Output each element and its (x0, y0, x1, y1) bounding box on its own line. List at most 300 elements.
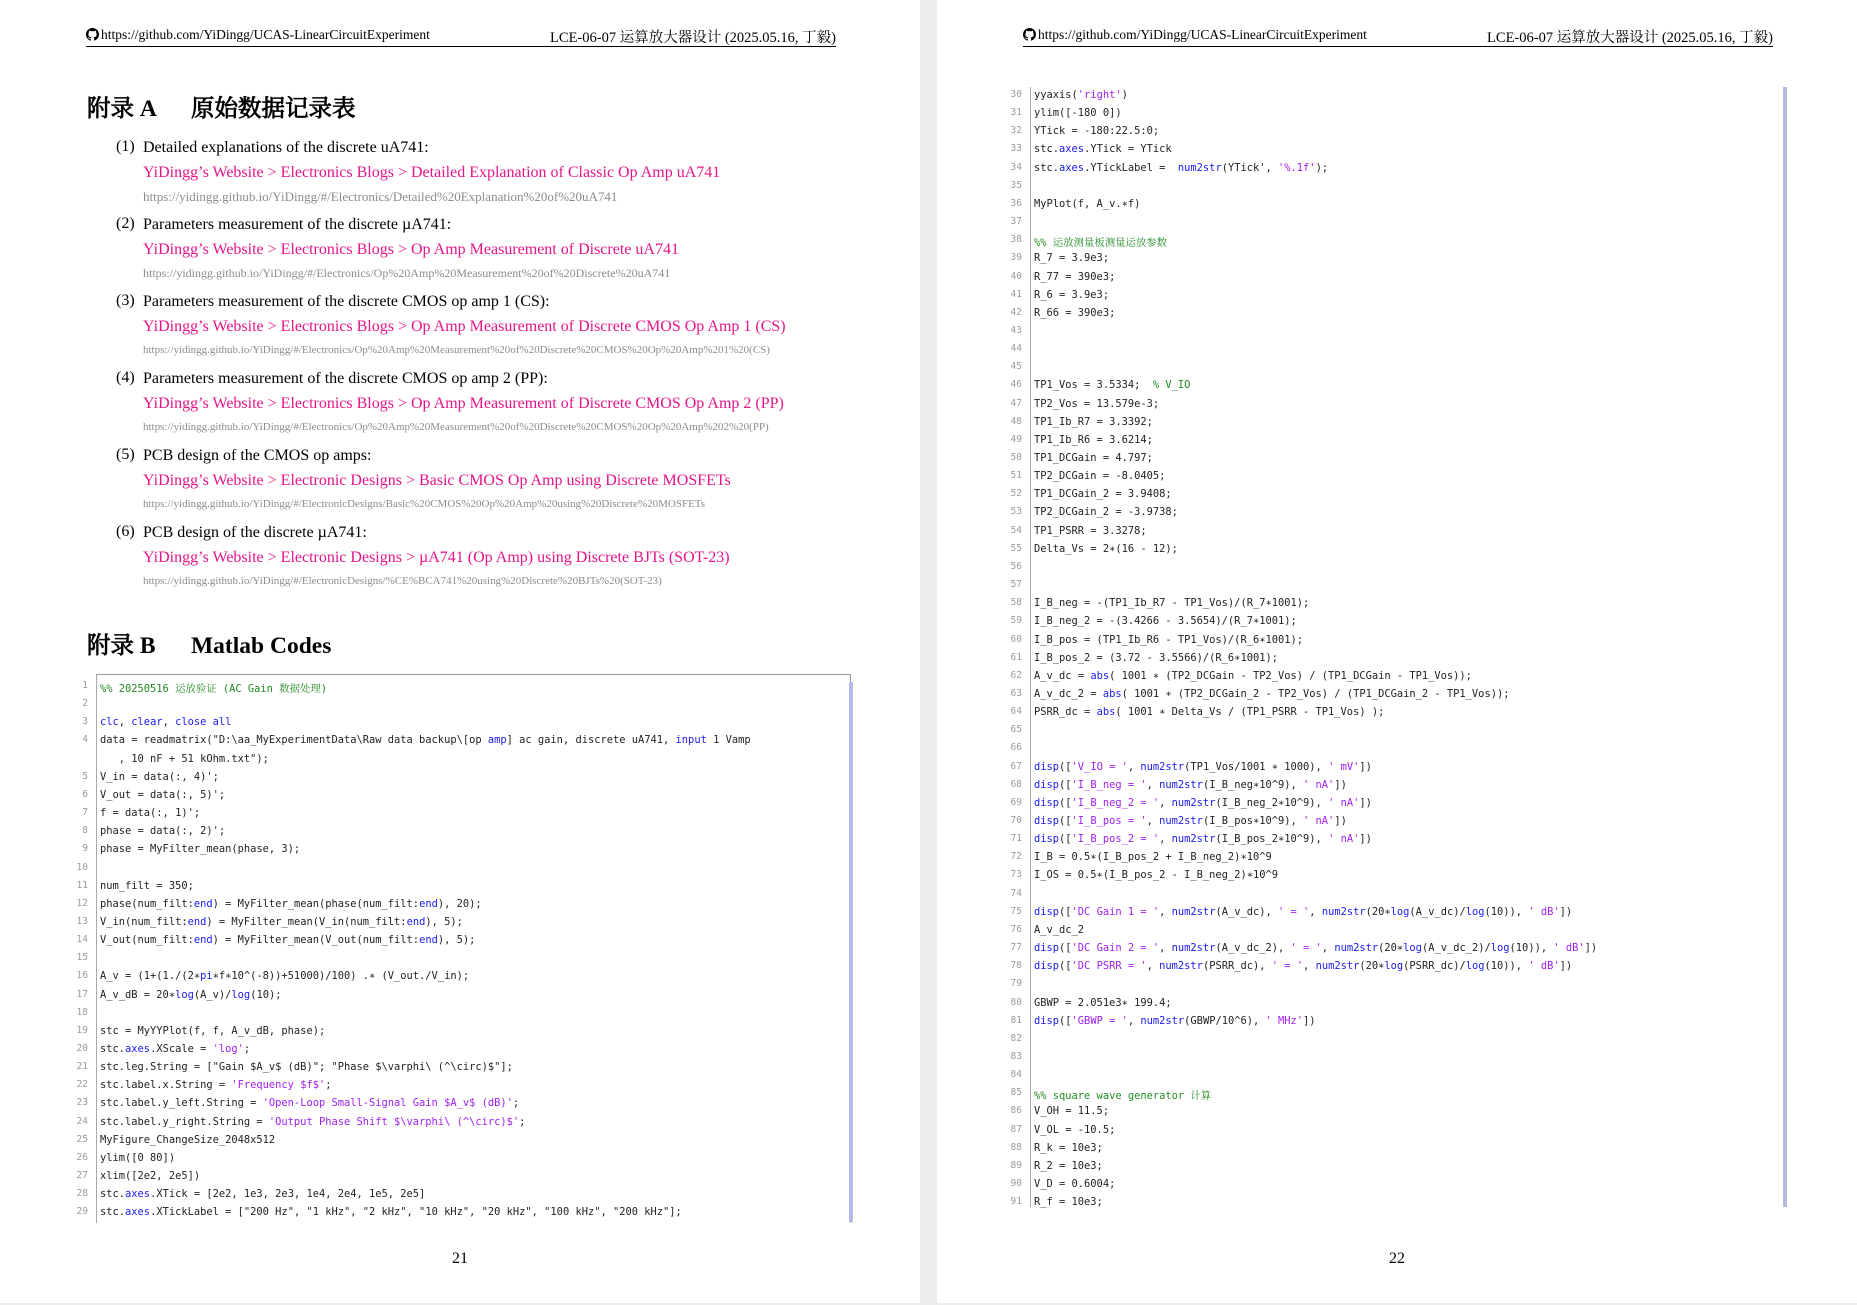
code-string: ' mV' (1328, 760, 1360, 773)
code-line (1004, 597, 1784, 615)
code-line (1004, 724, 1784, 742)
page-header (1023, 26, 1773, 47)
line-number: 45 (1010, 361, 1022, 373)
code-string: '%.1f' (1278, 161, 1316, 174)
code-token: (I_B_pos_2∗10^9), (1215, 833, 1329, 846)
code-text (100, 970, 469, 982)
code-token: num_filt = 350; (100, 879, 194, 892)
reference-link[interactable]: YiDingg’s Website > Electronics Blogs > Detailed Explanation of Classic Op Amp uA741 (143, 164, 721, 181)
code-line (70, 1007, 850, 1025)
code-token: phase = data(:, 2)'; (100, 825, 226, 838)
line-number: 89 (1010, 1159, 1022, 1171)
appendix-b-title: Matlab Codes (191, 633, 332, 659)
line-number: 7 (82, 807, 88, 819)
line-number: 90 (1010, 1178, 1022, 1189)
code-token: V_D = 0.6004; (1034, 1178, 1116, 1190)
reference-link[interactable]: YiDingg’s Website > Electronic Designs > µA741 (Op Amp) using Discrete BJTs (SOT-23) (143, 549, 730, 566)
code-text (1034, 797, 1372, 809)
code-token: stc. (1034, 161, 1060, 174)
line-number: 65 (1010, 724, 1022, 736)
reference-item (116, 369, 896, 437)
code-line (1004, 252, 1784, 270)
code-line (1004, 1069, 1784, 1087)
line-number: 86 (1010, 1105, 1022, 1117)
reference-url[interactable]: https://yidingg.github.io/YiDingg/#/Electronics/Op%20Amp%20Measurement%20of%20Discrete%20CMOS%20Op%20Amp%201%20(CS) (143, 344, 770, 356)
code-line (1004, 924, 1784, 942)
line-number: 34 (1010, 161, 1022, 173)
code-keyword: axes (1059, 161, 1085, 174)
code-text (1034, 379, 1190, 391)
code-token: V_in = data(:, 4)'; (100, 770, 219, 783)
code-token: A_v_dc = (1034, 669, 1091, 682)
code-line (1004, 978, 1784, 996)
code-token: ]) (1359, 796, 1372, 809)
code-line (70, 734, 850, 752)
code-keyword: disp (1034, 796, 1060, 809)
code-line (1004, 416, 1784, 434)
code-keyword: axes (125, 1188, 151, 1201)
line-number: 48 (1010, 415, 1022, 427)
code-token: yyaxis( (1034, 89, 1078, 101)
code-token: ([ (1059, 760, 1072, 773)
code-text (100, 825, 225, 837)
code-text (1034, 452, 1153, 464)
code-token: (PSRR_dc)/ (1403, 960, 1466, 973)
code-line (70, 934, 850, 952)
line-number: 25 (76, 1133, 88, 1145)
code-token: YTick = -180:22.5:0; (1034, 125, 1160, 138)
code-token: I_B_pos = (TP1_Ib_R6 - TP1_Vos)/(R_6∗1001); (1034, 633, 1303, 646)
reference-number: (6) (116, 523, 135, 540)
code-keyword: num2str (1140, 760, 1185, 773)
code-line (1004, 452, 1784, 470)
code-line (1004, 706, 1784, 724)
code-string: ' = ' (1271, 960, 1304, 973)
code-token: ] ac gain, discrete uA741, (506, 734, 676, 747)
code-keyword: num2str (1334, 942, 1379, 955)
code-token: , (118, 716, 132, 729)
line-number: 38 (1010, 234, 1022, 246)
code-line (1004, 869, 1784, 887)
matlab-code-listing-1 (70, 680, 850, 1225)
line-number: 1 (82, 680, 88, 691)
code-string: 'Frequency $f$' (231, 1079, 326, 1092)
code-token: TP2_DCGain = -8.0405; (1034, 470, 1166, 483)
code-keyword: disp (1034, 960, 1060, 973)
line-number: 79 (1010, 978, 1022, 990)
code-line (70, 807, 850, 825)
code-keyword: num2str (1159, 960, 1203, 973)
code-text (100, 1097, 519, 1109)
code-token: (10)), (1484, 905, 1529, 918)
code-line (1004, 234, 1784, 252)
code-line (1004, 1124, 1784, 1142)
reference-item (116, 215, 896, 283)
code-text (1034, 525, 1147, 537)
code-line (1004, 761, 1784, 779)
code-line (1004, 1178, 1784, 1196)
code-line (1004, 125, 1784, 143)
code-string: 'right' (1077, 89, 1122, 101)
code-string: 'DC Gain 1 = ' (1071, 905, 1160, 918)
code-token: , (1146, 960, 1160, 973)
code-token: ]) (1334, 815, 1347, 827)
code-token: , (1146, 815, 1160, 827)
code-line (70, 1061, 850, 1079)
line-number: 60 (1010, 633, 1022, 645)
code-line (1004, 162, 1784, 180)
code-token: ([ (1059, 796, 1072, 809)
line-number: 47 (1010, 397, 1022, 409)
line-number: 85 (1010, 1087, 1022, 1099)
code-token: ; (512, 1097, 520, 1110)
code-line (70, 843, 850, 861)
code-keyword: abs (1096, 706, 1116, 719)
github-icon (86, 28, 99, 41)
code-token: ]) (1559, 905, 1573, 918)
code-token: ), 20); (437, 897, 482, 910)
code-text (1034, 597, 1309, 609)
code-text (100, 1043, 250, 1055)
line-number: 82 (1010, 1032, 1022, 1044)
code-text (1034, 543, 1178, 555)
code-keyword: axes (1059, 143, 1085, 156)
code-text (1034, 107, 1122, 119)
code-text (1034, 1015, 1316, 1027)
code-line (1004, 89, 1784, 107)
code-text (100, 1152, 175, 1164)
code-text (100, 989, 281, 1001)
code-line (70, 1188, 850, 1206)
code-text (100, 934, 475, 946)
code-string: ' nA' (1303, 815, 1335, 827)
code-keyword: end (187, 915, 207, 928)
reference-url[interactable]: https://yidingg.github.io/YiDingg/#/ElectronicDesigns/%CE%BCA741%20using%20Discrete%20BJTs%20(SOT-23) (143, 575, 662, 587)
repo-link[interactable] (1023, 27, 1367, 43)
code-text (1034, 234, 1167, 249)
code-line (70, 771, 850, 789)
line-number: 17 (76, 988, 88, 1000)
line-number: 58 (1010, 597, 1022, 609)
code-token: ( 1001 ∗ (TP2_DCGain_2 - TP2_Vos) / (TP1_DCGain_2 - TP1_Vos)); (1121, 687, 1510, 700)
code-token: , (1159, 905, 1172, 918)
code-keyword: log (1403, 942, 1422, 955)
code-line (70, 1134, 850, 1152)
line-number: 53 (1010, 506, 1022, 518)
code-line (1004, 652, 1784, 670)
repo-link[interactable] (86, 27, 430, 43)
code-line (70, 825, 850, 843)
code-token: ), 5); (425, 915, 463, 928)
code-token: (20∗ (1378, 942, 1404, 955)
code-string: 'GBWP = ' (1071, 1014, 1128, 1027)
code-keyword: disp (1034, 778, 1060, 791)
code-token: TP1_DCGain_2 = 3.9408; (1034, 488, 1172, 501)
reference-url[interactable]: https://yidingg.github.io/YiDingg/#/Electronics/Detailed%20Explanation%20of%20uA741 (143, 189, 618, 204)
code-keyword: disp (1034, 905, 1060, 918)
line-number: 27 (76, 1170, 88, 1182)
code-keyword: disp (1034, 942, 1060, 955)
code-keyword: log (231, 988, 251, 1001)
code-text (1034, 924, 1084, 936)
code-text (100, 680, 327, 695)
code-token: , (1159, 942, 1172, 955)
reference-link[interactable]: YiDingg’s Website > Electronics Blogs > Op Amp Measurement of Discrete CMOS Op Amp 2 (PP) (143, 395, 784, 412)
doc-title: LCE-06-07 运算放大器设计 (2025.05.16, 丁毅) (550, 30, 836, 46)
reference-description: Parameters measurement of the discrete CMOS op amp 1 (CS): (143, 293, 550, 310)
line-number: 56 (1010, 560, 1022, 572)
line-number: 3 (82, 716, 88, 728)
line-number: 14 (76, 934, 88, 946)
line-number: 12 (76, 897, 88, 909)
code-token: ]) (1559, 960, 1573, 973)
line-number: 52 (1010, 488, 1022, 500)
code-token: ]) (1303, 1014, 1316, 1027)
line-number: 57 (1010, 579, 1022, 591)
line-number: 26 (76, 1151, 88, 1163)
code-line (1004, 779, 1784, 797)
code-line (1004, 634, 1784, 652)
code-token: (20∗ (1365, 905, 1391, 918)
reference-url[interactable]: https://yidingg.github.io/YiDingg/#/Electronics/Op%20Amp%20Measurement%20of%20Discrete%20CMOS%20Op%20Amp%202%20(PP) (143, 421, 769, 433)
code-text (100, 1134, 275, 1146)
code-line (1004, 343, 1784, 361)
line-number: 77 (1010, 942, 1022, 954)
reference-number: (2) (116, 215, 135, 232)
line-number: 88 (1010, 1141, 1022, 1153)
line-number: 61 (1010, 651, 1022, 663)
document-page-22 (937, 0, 1857, 1303)
code-token: (PSRR_dc), (1202, 960, 1272, 973)
code-token: A_v_dc_2 = (1034, 687, 1103, 700)
code-text (100, 1079, 331, 1091)
code-keyword: clear (131, 716, 163, 729)
code-line (70, 1116, 850, 1134)
code-text (1034, 1105, 1109, 1117)
code-token: ([ (1059, 815, 1072, 827)
reference-link[interactable]: YiDingg’s Website > Electronic Designs > Basic CMOS Op Amp using Discrete MOSFETs (143, 472, 731, 489)
code-string: 'log' (212, 1043, 244, 1055)
code-line (1004, 1160, 1784, 1178)
code-text (1034, 434, 1153, 446)
code-token: stc.label.y_right.String = (100, 1115, 269, 1128)
code-text (100, 1188, 425, 1200)
code-string: ' dB' (1553, 942, 1585, 955)
code-line (70, 1152, 850, 1170)
appendix-a-title: 原始数据记录表 (191, 96, 356, 122)
code-string: ' = ' (1278, 905, 1310, 918)
code-line (70, 1079, 850, 1097)
reference-link[interactable]: YiDingg’s Website > Electronics Blogs > Op Amp Measurement of Discrete CMOS Op Amp 1 (CS) (143, 318, 786, 335)
code-keyword: num2str (1171, 942, 1216, 955)
code-line (1004, 561, 1784, 579)
code-token: , (1309, 905, 1322, 918)
code-token: f = data(:, 1)'; (100, 807, 201, 820)
code-token: ; (325, 1079, 332, 1092)
code-text (100, 1206, 682, 1218)
code-text (1034, 1160, 1103, 1172)
line-number: 5 (82, 770, 88, 782)
code-token: (I_B_neg_2∗10^9), (1215, 796, 1329, 809)
code-token: (A_v_dc_2)/ (1421, 942, 1491, 955)
code-keyword: num2str (1159, 778, 1203, 791)
line-number: 9 (82, 843, 88, 855)
code-keyword: axes (125, 1043, 151, 1055)
code-line (1004, 906, 1784, 924)
code-text (100, 716, 231, 728)
code-text (1034, 851, 1272, 863)
code-token: ), 5); (437, 934, 476, 947)
line-number: 42 (1010, 306, 1022, 318)
code-token: ([ (1059, 905, 1072, 918)
line-number: 8 (82, 825, 88, 837)
code-token: R_7 = 3.9e3; (1034, 252, 1110, 265)
code-text (1034, 198, 1140, 210)
code-line (1004, 543, 1784, 561)
code-token: .YTick = YTick (1084, 143, 1172, 156)
code-keyword: log (1390, 905, 1410, 918)
code-keyword: end (193, 934, 213, 947)
line-number: 40 (1010, 270, 1022, 282)
code-line (1004, 289, 1784, 307)
code-string: ' = ' (1290, 942, 1322, 955)
code-token: ]) (1584, 942, 1598, 955)
code-text (1034, 307, 1115, 319)
code-line (1004, 398, 1784, 416)
reference-number: (1) (116, 138, 135, 155)
code-string: 'I_B_neg = ' (1071, 778, 1147, 791)
code-string: 'Output Phase Shift $\varphi\ (^\circ)$' (268, 1115, 520, 1128)
code-token: stc.leg.String = ["Gain $A_v$ (dB)"; "Phase $\varphi\ (^\circ)$"]; (100, 1061, 513, 1074)
code-line (1004, 670, 1784, 688)
reference-description: Parameters measurement of the discrete µA741: (143, 216, 452, 233)
code-token: ([ (1059, 942, 1072, 955)
code-keyword: num2str (1171, 833, 1216, 846)
code-keyword: pi (200, 970, 213, 983)
code-token: A_v_dB = 20∗ (100, 988, 176, 1001)
code-token: 1 Vamp (706, 734, 751, 747)
code-line (70, 698, 850, 716)
code-line (1004, 615, 1784, 633)
code-line (1004, 470, 1784, 488)
line-number: 62 (1010, 669, 1022, 681)
line-number: 84 (1010, 1069, 1022, 1081)
code-keyword: log (1490, 942, 1510, 955)
line-number: 18 (76, 1006, 88, 1018)
code-string: ' nA' (1328, 796, 1360, 809)
line-number: 21 (76, 1061, 88, 1073)
code-token: R_6 = 3.9e3; (1034, 288, 1110, 301)
reference-item (116, 138, 896, 206)
code-keyword: num2str (1171, 905, 1216, 918)
code-string: 'DC PSRR = ' (1071, 960, 1147, 973)
code-line (1004, 942, 1784, 960)
code-text (1034, 833, 1372, 845)
code-string: 'V_IO = ' (1071, 760, 1128, 773)
code-token: phase = MyFilter_mean(phase, 3); (100, 843, 301, 856)
code-token: TP1_Vos = 3.5334; (1034, 379, 1153, 392)
code-line (1004, 1033, 1784, 1051)
page-header (86, 26, 836, 47)
code-token: ∗f∗10^(-8))+51000)/100) .∗ (V_out./V_in); (212, 970, 470, 983)
reference-url[interactable]: https://yidingg.github.io/YiDingg/#/Electronics/Op%20Amp%20Measurement%20of%20Discrete%20uA741 (143, 266, 671, 280)
line-number: 16 (76, 970, 88, 982)
code-line (1004, 1196, 1784, 1214)
code-token: , (1321, 942, 1335, 955)
code-line (1004, 307, 1784, 325)
code-token: ) = MyFilter_mean(V_out(num_filt: (212, 934, 420, 947)
code-line (1004, 361, 1784, 379)
code-line (70, 916, 850, 934)
code-token: stc. (1034, 143, 1060, 156)
code-text (100, 753, 269, 765)
code-string: 'Open-Loop Small-Signal Gain $A_v$ (dB)' (262, 1097, 513, 1110)
code-text (1034, 89, 1128, 101)
code-token: data = readmatrix("D:\aa_MyExperimentData\Raw data backup\[op (100, 734, 488, 747)
line-number: 15 (76, 952, 88, 964)
code-token: (A_v_dc_2), (1215, 942, 1291, 955)
repo-url-text: https://github.com/YiDingg/UCAS-LinearCircuitExperiment (1038, 27, 1367, 42)
code-token: TP1_PSRR = 3.3278; (1034, 524, 1147, 537)
reference-number: (3) (116, 292, 135, 309)
code-string: ' dB' (1528, 960, 1560, 973)
line-number: 43 (1010, 324, 1022, 336)
code-text (1034, 761, 1372, 773)
code-token: (A_v)/ (193, 988, 232, 1001)
line-number: 64 (1010, 706, 1022, 718)
reference-link[interactable]: YiDingg’s Website > Electronics Blogs > Op Amp Measurement of Discrete uA741 (143, 241, 679, 258)
code-line (1004, 143, 1784, 161)
line-number: 13 (76, 915, 88, 927)
code-text (100, 1025, 325, 1037)
code-token: (10)), (1509, 942, 1554, 955)
line-number: 83 (1010, 1050, 1022, 1062)
code-text (1034, 688, 1509, 700)
code-token: MyFigure_ChangeSize_2048x512 (100, 1133, 276, 1146)
line-number: 33 (1010, 143, 1022, 155)
code-token: I_B_neg = -(TP1_Ib_R7 - TP1_Vos)/(R_7∗1001); (1034, 597, 1310, 610)
line-number: 29 (76, 1206, 88, 1218)
code-token: ( 1001 ∗ Delta_Vs / (TP1_PSRR - TP1_Vos) ); (1115, 706, 1385, 719)
code-line (1004, 325, 1784, 343)
line-number: 71 (1010, 833, 1022, 845)
reference-url[interactable]: https://yidingg.github.io/YiDingg/#/ElectronicDesigns/Basic%20CMOS%20Op%20Amp%20using%20Discrete%20MOSFETs (143, 498, 706, 510)
code-keyword: clc (100, 716, 119, 729)
line-number: 4 (82, 734, 88, 746)
line-number: 28 (76, 1188, 88, 1200)
code-text (1034, 706, 1384, 718)
code-token: I_B = 0.5∗(I_B_pos_2 + I_B_neg_2)∗10^9 (1034, 851, 1272, 864)
code-token: (A_v_dc)/ (1409, 905, 1466, 918)
code-token: V_OH = 11.5; (1034, 1105, 1110, 1118)
code-token: A_v = (1+(1./(2∗ (100, 970, 201, 983)
code-token: Delta_Vs = 2∗(16 - 12); (1034, 542, 1178, 555)
code-line (1004, 198, 1784, 216)
line-number: 59 (1010, 615, 1022, 627)
code-text (100, 789, 225, 801)
code-text (1034, 125, 1159, 137)
reference-description: PCB design of the discrete µA741: (143, 524, 367, 541)
code-token: , (1146, 778, 1160, 791)
code-text (1034, 615, 1297, 627)
code-token: R_66 = 390e3; (1034, 306, 1116, 319)
line-number: 36 (1010, 197, 1022, 209)
code-token: stc. (100, 1188, 126, 1201)
matlab-code-listing-2 (1004, 89, 1784, 1209)
code-keyword: end (419, 934, 438, 947)
code-line (70, 1206, 850, 1224)
code-string: 'DC Gain 2 = ' (1071, 942, 1160, 955)
